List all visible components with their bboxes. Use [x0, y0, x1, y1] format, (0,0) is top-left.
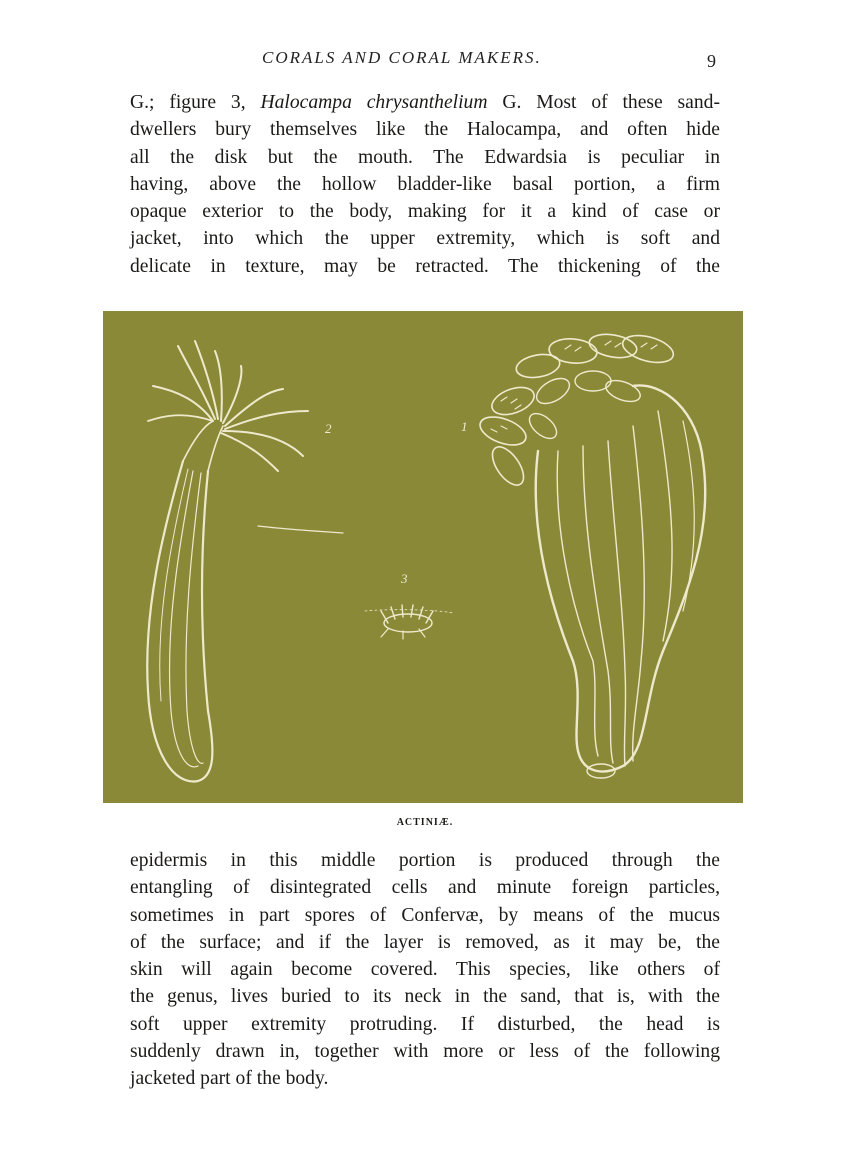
- paragraph-line: having, above the hollow bladder-like basal portion, a firm: [130, 173, 720, 195]
- running-head: CORALS AND CORAL MAKERS.: [262, 48, 542, 67]
- paragraph-line: delicate in texture, may be retracted. The thickening of the: [130, 255, 720, 277]
- paragraph-top: [130, 89, 720, 280]
- paragraph-line: the genus, lives buried to its neck in the sand, that is, with the: [130, 986, 720, 1008]
- paragraph-line: epidermis in this middle portion is produced through the: [130, 850, 720, 871]
- figure-2-anemone: [147, 341, 308, 781]
- page-number: 9: [707, 51, 716, 71]
- paragraph-line: skin will again become covered. This species, like others of: [130, 959, 720, 981]
- illustration-plate: [103, 311, 743, 803]
- line-segment: G.; figure 3,: [130, 92, 246, 113]
- paragraph-line: [130, 89, 720, 116]
- paragraph-line: entangling of disintegrated cells and minute foreign particles,: [130, 877, 720, 899]
- paragraph-line: all the disk but the mouth. The Edwardsia is peculiar in: [130, 146, 720, 168]
- figure-caption: ACTINIÆ.: [396, 817, 454, 828]
- paragraph-line: soft upper extremity protruding. If disturbed, the head is: [130, 1013, 720, 1035]
- figure-label-1: 1: [461, 419, 468, 434]
- paragraph-line: jacketed part of the body.: [130, 1068, 329, 1090]
- line-segment: G. Most of these sand-: [502, 92, 720, 113]
- figure-1-anemone: [476, 331, 705, 778]
- figure-label-2: 2: [325, 421, 332, 436]
- paragraph-line: of the surface; and if the layer is removed, as it may be, the: [130, 931, 720, 953]
- actiniae-illustration: [103, 311, 743, 803]
- paragraph-line: opaque exterior to the body, making for it a kind of case or: [130, 201, 720, 223]
- species-name: Halocampa chrysanthelium: [260, 92, 488, 113]
- figure-3-anemone: [365, 605, 453, 639]
- paragraph-line: suddenly drawn in, together with more or less of the following: [130, 1041, 720, 1063]
- figure-label-3: 3: [401, 571, 408, 586]
- paragraph-line: jacket, into which the upper extremity, which is soft and: [130, 228, 720, 250]
- paragraph-line: dwellers bury themselves like the Halocampa, and often hide: [130, 119, 720, 141]
- paragraph-bottom: [130, 847, 720, 1093]
- paragraph-line: sometimes in part spores of Confervæ, by means of the mucus: [130, 904, 720, 926]
